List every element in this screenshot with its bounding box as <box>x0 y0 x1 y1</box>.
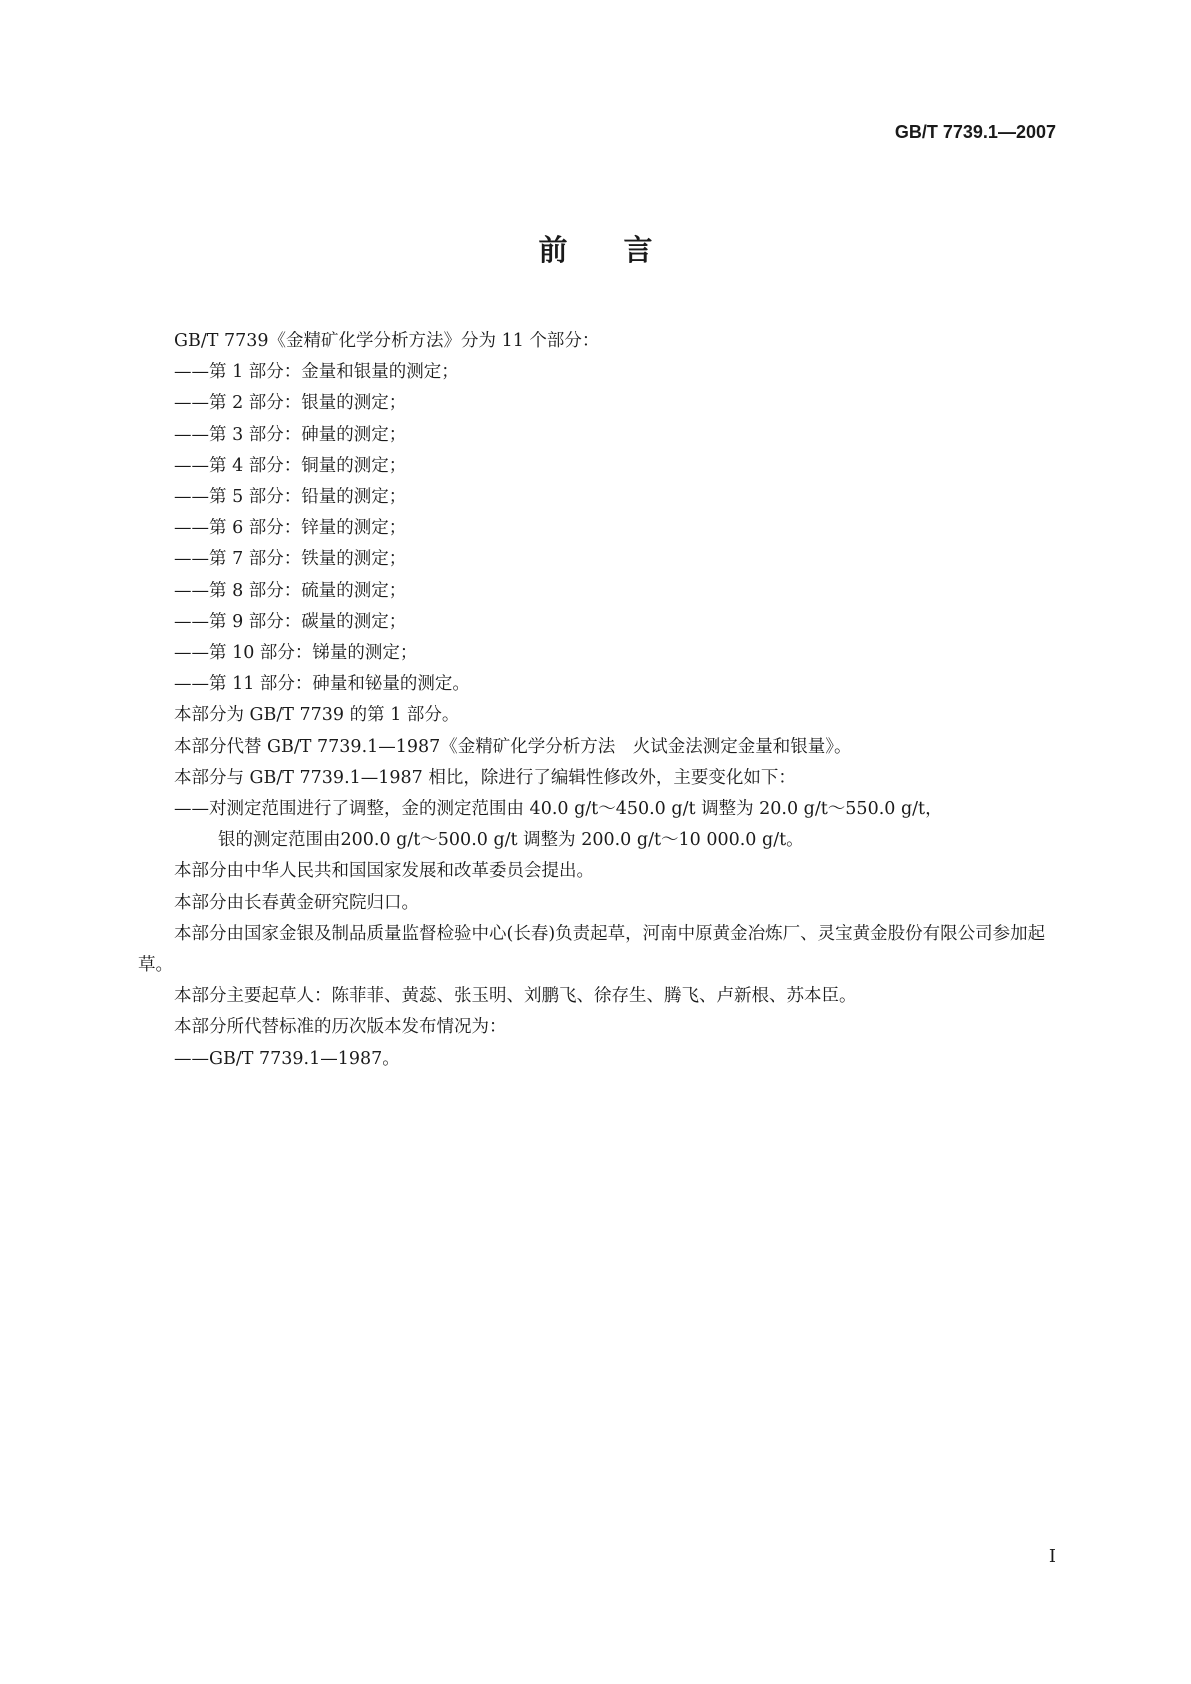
part-list-item: ——第 5 部分：铅量的测定； <box>174 487 407 508</box>
part-list-item: ——第 9 部分：碳量的测定； <box>174 611 407 632</box>
part-list-item: ——第 1 部分：金量和银量的测定； <box>174 362 459 383</box>
part-of-paragraph: 本部分为 GB/T 7739 的第 1 部分。 <box>174 705 460 726</box>
part-list-item: ——第 11 部分：砷量和铋量的测定。 <box>174 674 470 695</box>
part-list-item: ——第 2 部分：银量的测定； <box>174 393 407 414</box>
part-list-item: ——第 4 部分：铜量的测定； <box>174 455 407 476</box>
centralized-paragraph: 本部分由长春黄金研究院归口。 <box>174 892 419 913</box>
part-list-item: ——第 3 部分：砷量的测定； <box>174 424 407 445</box>
proposed-paragraph: 本部分由中华人民共和国国家发展和改革委员会提出。 <box>174 861 594 882</box>
page-number: I <box>1048 1546 1056 1567</box>
standard-code: GB/T 7739.1—2007 <box>894 122 1056 142</box>
drafted-paragraph: 本部分由国家金银及制品质量监督检验中心(长春)负责起草，河南中原黄金冶炼厂、灵宝黄金股份有限公司参加起草。 <box>138 923 1046 976</box>
page-title: 前言 <box>538 233 709 267</box>
part-list-item: ——第 7 部分：铁量的测定； <box>174 549 407 570</box>
history-list-item: ——GB/T 7739.1—1987。 <box>174 1048 400 1069</box>
intro-paragraph: GB/T 7739《金精矿化学分析方法》分为 11 个部分： <box>174 331 600 351</box>
drafters-paragraph: 本部分主要起草人：陈菲菲、黄蕊、张玉明、刘鹏飞、徐存生、腾飞、卢新根、苏本臣。 <box>174 986 857 1007</box>
replaces-paragraph: 本部分代替 GB/T 7739.1—1987《金精矿化学分析方法 火试金法测定金量和银量》。 <box>174 736 852 757</box>
part-list-item: ——第 10 部分：锑量的测定； <box>174 643 418 664</box>
history-intro-paragraph: 本部分所代替标准的历次版本发布情况为： <box>174 1017 507 1038</box>
part-list-item: ——第 6 部分：锌量的测定； <box>174 518 407 539</box>
change-item-continued: 银的测定范围由200.0 g/t～500.0 g/t 调整为 200.0 g/t～10 000.0 g/t。 <box>218 830 804 851</box>
part-list-item: ——第 8 部分：硫量的测定； <box>174 580 407 601</box>
change-item: ——对测定范围进行了调整，金的测定范围由 40.0 g/t～450.0 g/t 调整为 20.0 g/t～550.0 g/t， <box>174 799 943 820</box>
comparison-paragraph: 本部分与 GB/T 7739.1—1987 相比，除进行了编辑性修改外，主要变化如下： <box>174 767 796 788</box>
foreword-body <box>138 326 1056 1075</box>
